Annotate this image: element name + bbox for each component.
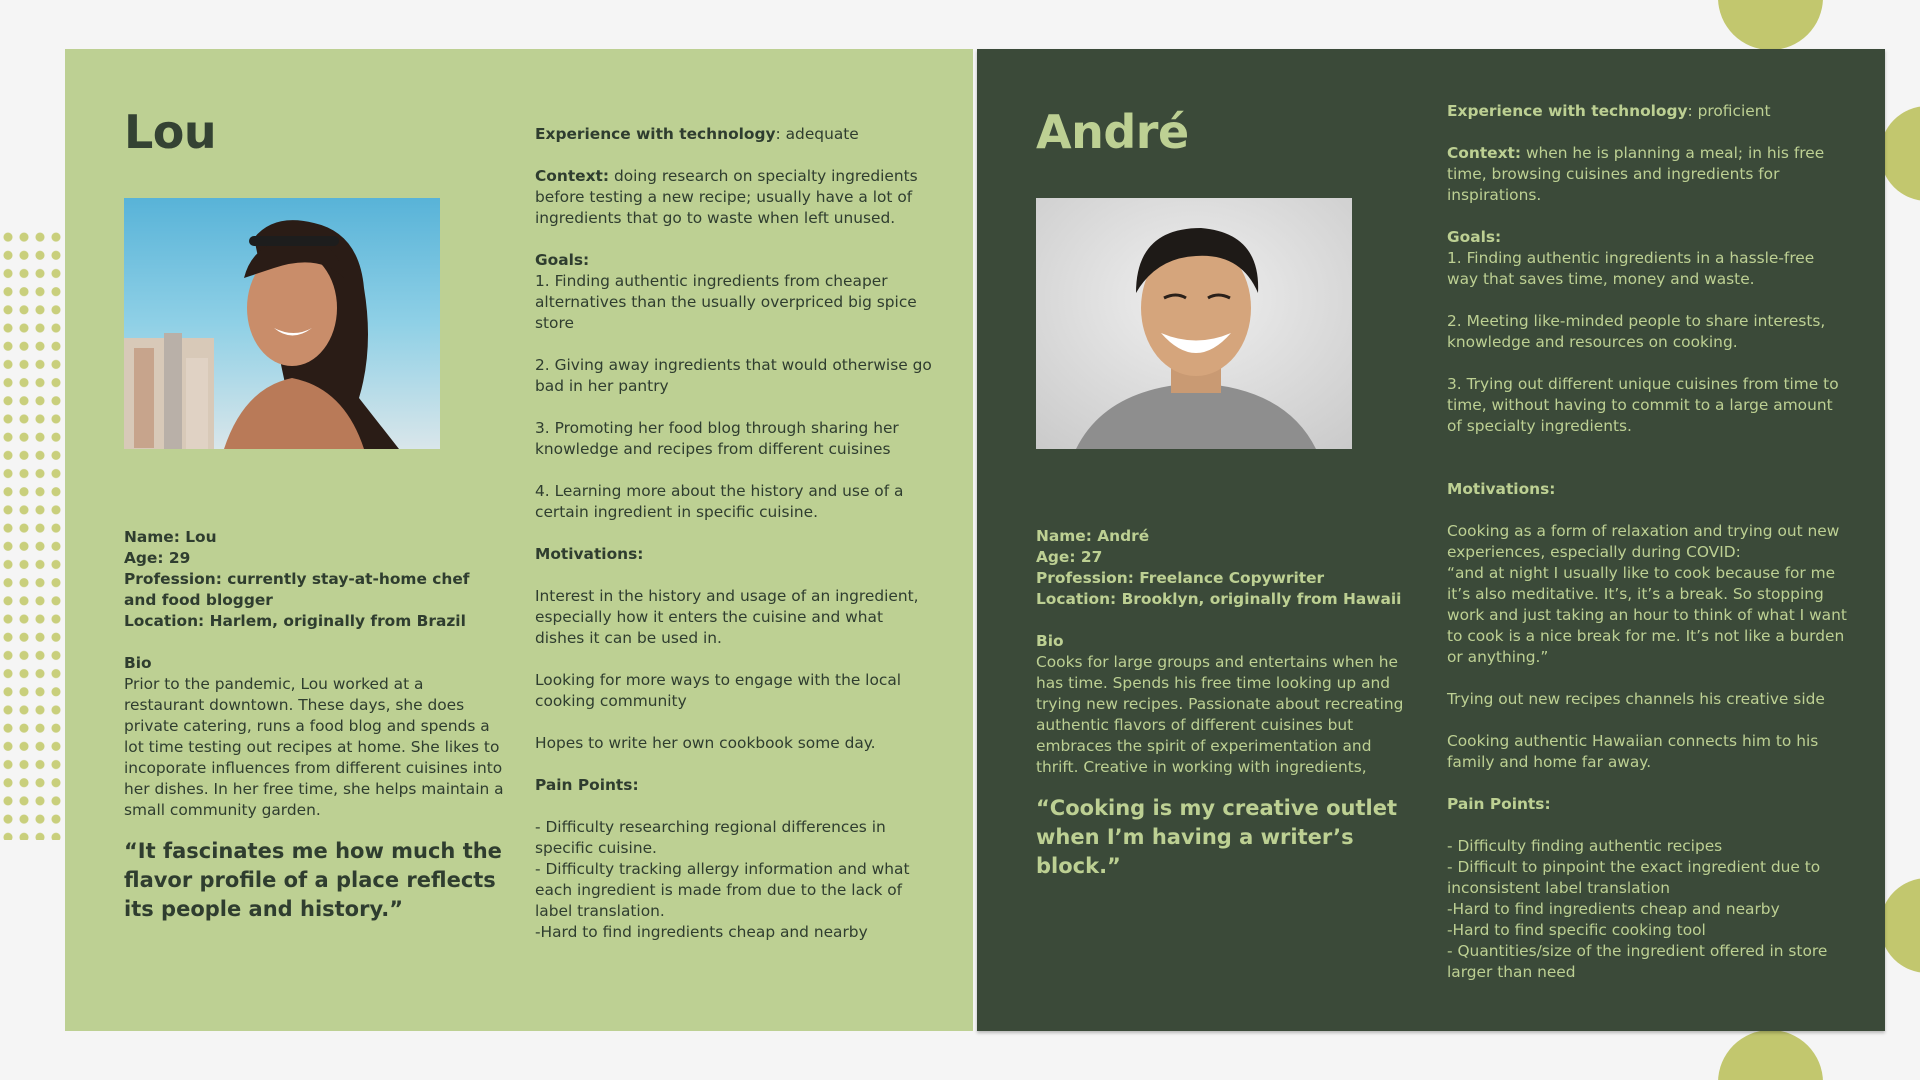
motivation-item: Cooking as a form of relaxation and trying out new experiences, especially during COVID: “and at night I usually like to cook because for me it’s also meditative. It’s, it’s a break. So stopping work and just taking an hour to think of what I want to cook is a nice break for me. It’s not like a burden or anything.”: [1447, 522, 1847, 666]
info-location: Location: Brooklyn, originally from Hawaii: [1036, 590, 1402, 608]
bio-label: Bio: [1036, 632, 1064, 650]
pain-point-item: - Difficult to pinpoint the exact ingredient due to inconsistent label translation: [1447, 858, 1821, 897]
persona-details-column: [535, 124, 935, 943]
decorative-shape-right-upper: [1880, 106, 1920, 201]
info-location: Location: Harlem, originally from Brazil: [124, 612, 466, 630]
context-value: doing research on specialty ingredients before testing a new recipe; usually have a lot of ingredients that go to waste when left unused.: [535, 167, 918, 227]
motivations-label: Motivations:: [1447, 480, 1556, 498]
pain-points-label: Pain Points:: [535, 776, 639, 794]
pain-point-item: - Difficulty finding authentic recipes: [1447, 837, 1723, 855]
goal-item: 1. Finding authentic ingredients in a hassle-free way that saves time, money and waste.: [1447, 249, 1815, 288]
pain-point-item: -Hard to find specific cooking tool: [1447, 921, 1706, 939]
decorative-shape-right-lower: [1880, 878, 1920, 973]
persona-info-block: [1036, 526, 1416, 881]
bio-text: Cooks for large groups and entertains when he has time. Spends his free time looking up and trying new recipes. Passionate about recreating authentic flavors of different cuisines but embraces the spirit of experimentation and thrift. Creative in working with ingredients,: [1036, 653, 1404, 776]
decorative-shape-bottom: [1718, 1030, 1823, 1080]
motivation-item: Cooking authentic Hawaiian connects him to his family and home far away.: [1447, 732, 1819, 771]
motivation-item: Interest in the history and usage of an ingredient, especially how it enters the cuisine and what dishes it can be used in.: [535, 587, 919, 647]
context-label: Context:: [535, 167, 610, 185]
pain-point-item: - Quantities/size of the ingredient offered in store larger than need: [1447, 942, 1828, 981]
motivation-item: Hopes to write her own cookbook some day.: [535, 734, 876, 752]
goal-item: 4. Learning more about the history and use of a certain ingredient in specific cuisine.: [535, 482, 904, 521]
goal-item: 3. Trying out different unique cuisines from time to time, without having to commit to a large amount of specialty ingredients.: [1447, 375, 1839, 435]
tech-value: : proficient: [1687, 102, 1771, 120]
persona-name-heading: André: [1036, 105, 1189, 159]
persona-info-block: [124, 527, 504, 924]
info-age: Age: 27: [1036, 548, 1103, 566]
context-value: when he is planning a meal; in his free time, browsing cuisines and ingredients for inspirations.: [1447, 144, 1825, 204]
goal-item: 3. Promoting her food blog through sharing her knowledge and recipes from different cuisines: [535, 419, 899, 458]
info-profession: Profession: currently stay-at-home chef and food blogger: [124, 570, 470, 609]
info-age: Age: 29: [124, 549, 191, 567]
pain-point-item: - Difficulty tracking allergy information and what each ingredient is made from due to the lack of label translation.: [535, 860, 910, 920]
pain-point-item: -Hard to find ingredients cheap and nearby: [535, 923, 868, 941]
persona-photo-andre: [1036, 198, 1352, 449]
tech-label: Experience with technology: [1447, 102, 1688, 120]
pain-point-item: -Hard to find ingredients cheap and nearby: [1447, 900, 1780, 918]
goals-label: Goals:: [535, 251, 590, 269]
persona-quote: “Cooking is my creative outlet when I’m having a writer’s block.”: [1036, 796, 1398, 878]
context: [1447, 143, 1847, 206]
decorative-shape-top: [1718, 0, 1823, 50]
pain-point-item: - Difficulty researching regional differences in specific cuisine.: [535, 818, 886, 857]
persona-quote: “It fascinates me how much the flavor profile of a place reflects its people and history.”: [124, 839, 502, 921]
persona-photo-lou: [124, 198, 440, 449]
goal-item: 2. Meeting like-minded people to share interests, knowledge and resources on cooking.: [1447, 312, 1826, 351]
decorative-dot-grid: [0, 228, 66, 840]
persona-name-heading: Lou: [124, 105, 217, 159]
goal-item: 1. Finding authentic ingredients from cheaper alternatives than the usually overpriced big spice store: [535, 272, 917, 332]
motivation-item: Trying out new recipes channels his creative side: [1447, 690, 1825, 708]
persona-card-lou: [65, 49, 973, 1031]
info-name: Name: Lou: [124, 528, 217, 546]
tech-experience: [535, 124, 935, 145]
tech-value: : adequate: [775, 125, 859, 143]
info-name: Name: André: [1036, 527, 1150, 545]
info-profession: Profession: Freelance Copywriter: [1036, 569, 1325, 587]
context-label: Context:: [1447, 144, 1522, 162]
motivations-label: Motivations:: [535, 545, 644, 563]
tech-label: Experience with technology: [535, 125, 776, 143]
persona-card-andre: [977, 49, 1885, 1031]
tech-experience: [1447, 101, 1847, 122]
context: [535, 166, 935, 229]
bio-text: Prior to the pandemic, Lou worked at a restaurant downtown. These days, she does private catering, runs a food blog and spends a lot time testing out recipes at home. She likes to incoporate influences from different cuisines into her dishes. In her free time, she helps maintain a small community garden.: [124, 675, 504, 819]
bio-label: Bio: [124, 654, 152, 672]
persona-details-column: [1447, 101, 1847, 983]
pain-points-label: Pain Points:: [1447, 795, 1551, 813]
goals-label: Goals:: [1447, 228, 1502, 246]
motivation-item: Looking for more ways to engage with the local cooking community: [535, 671, 902, 710]
goal-item: 2. Giving away ingredients that would otherwise go bad in her pantry: [535, 356, 932, 395]
